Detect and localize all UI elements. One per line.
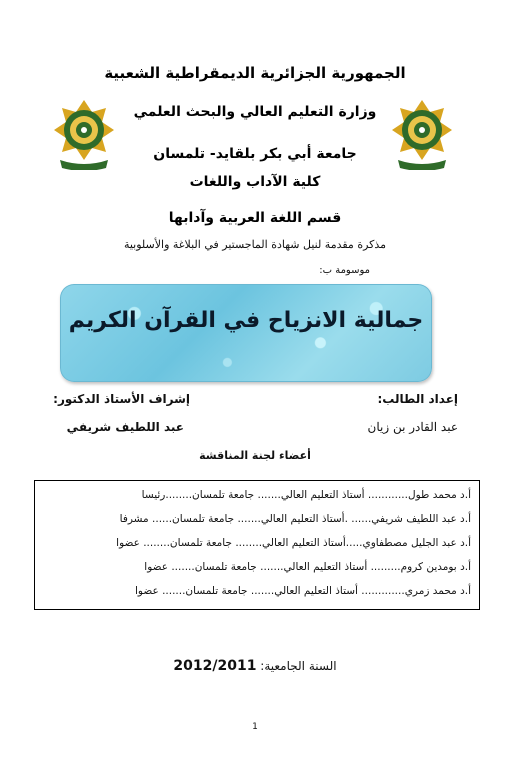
committee-heading: أعضاء لجنة المناقشة xyxy=(199,449,311,462)
committee-member: أ.د عبد اللطيف شريفي...... .أستاذ التعليم العالي....... جامعة تلمسان...... مشرفا xyxy=(119,513,471,525)
ministry-heading: وزارة التعليم العالي والبحث العلمي xyxy=(133,104,377,120)
committee-list xyxy=(34,480,480,610)
title-banner xyxy=(60,284,432,382)
university-seal-icon xyxy=(52,98,116,170)
university-heading: جامعة أبي بكر بلقايد- تلمسان xyxy=(153,146,357,162)
thesis-title: جمالية الانزياح في القرآن الكريم xyxy=(68,308,424,333)
student-label: إعداد الطالب: xyxy=(377,392,458,406)
academic-year xyxy=(0,658,510,674)
faculty-heading: كلية الآداب واللغات xyxy=(189,174,321,190)
department-heading: قسم اللغة العربية وآدابها xyxy=(168,210,342,226)
committee-member: أ.د بومدين كروم......... أستاذ التعليم العالي....... جامعة تلمسان....... عضوا xyxy=(144,561,471,573)
supervisor-name: عبد اللطيف شريفي xyxy=(66,420,184,434)
committee-member: أ.د عبد الجليل مصطفاوي.....أستاذ التعليم العالي........ جامعة تلمسان........ عضوا xyxy=(116,537,471,549)
title-label: موسومة ب: xyxy=(319,265,370,276)
student-name: عبد القادر بن زيان xyxy=(367,420,458,434)
academic-year-value: 2012/2011 xyxy=(173,658,257,674)
academic-year-label: السنة الجامعية: xyxy=(260,659,337,673)
committee-member: أ.د محمد طول............ أستاذ التعليم العالي....... جامعة تلمسان........رئيسا xyxy=(141,489,471,501)
page-number: 1 xyxy=(252,722,258,732)
republic-heading: الجمهورية الجزائرية الديمقراطية الشعبية xyxy=(104,64,406,82)
university-seal-icon xyxy=(390,98,454,170)
committee-member: أ.د محمد زمري............. أستاذ التعليم العالي....... جامعة تلمسان....... عضوا xyxy=(135,585,471,597)
memo-description: مذكرة مقدمة لنيل شهادة الماجستير في البلاغة والأسلوبية xyxy=(123,238,387,251)
supervisor-label: إشراف الأستاذ الدكتور: xyxy=(53,392,190,406)
